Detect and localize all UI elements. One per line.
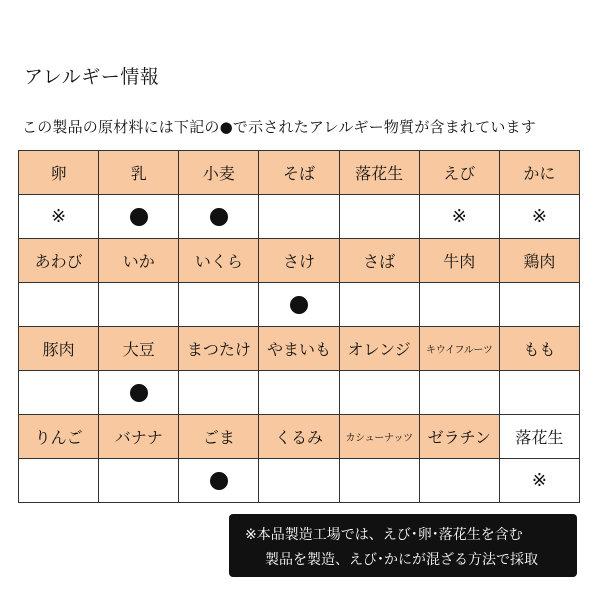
allergen-label-row: [19, 415, 580, 459]
allergen-label: さば: [339, 239, 419, 283]
cross-contact-mark: ※: [531, 206, 547, 227]
allergen-mark-cell: [339, 283, 419, 327]
allergen-mark-cell: [419, 371, 499, 415]
contains-dot-icon: [290, 296, 308, 314]
allergen-mark-row: [19, 371, 580, 415]
allergen-label: 牛肉: [419, 239, 499, 283]
contains-dot-icon: [130, 208, 148, 226]
allergen-label: キウイフルーツ: [419, 327, 499, 371]
allergen-mark-cell: [99, 459, 179, 503]
allergen-label: えび: [419, 151, 499, 195]
allergen-mark-cell: [259, 195, 339, 239]
allergen-label: オレンジ: [339, 327, 419, 371]
allergen-label: ごま: [179, 415, 259, 459]
cross-contact-mark: ※: [531, 470, 547, 491]
allergen-label-row: [19, 327, 580, 371]
allergen-label: 落花生: [339, 151, 419, 195]
allergen-mark-row: [19, 459, 580, 503]
allergen-label: あわび: [19, 239, 99, 283]
allergen-mark-cell: [499, 195, 579, 239]
allergen-mark-cell: [179, 459, 259, 503]
allergen-label: まつたけ: [179, 327, 259, 371]
allergen-label: ゼラチン: [419, 415, 499, 459]
allergen-mark-cell: [499, 459, 579, 503]
allergen-mark-cell: [339, 371, 419, 415]
factory-note: [229, 514, 577, 577]
allergen-label: やまいも: [259, 327, 339, 371]
contains-dot-icon: [130, 384, 148, 402]
allergen-label: もも: [499, 327, 579, 371]
subtitle: この製品の原材料には下記の●で示されたアレルギー物質が含まれています: [22, 118, 536, 136]
allergen-label: 乳: [99, 151, 179, 195]
allergen-mark-cell: [179, 283, 259, 327]
allergen-mark-cell: [259, 371, 339, 415]
allergen-label: 卵: [19, 151, 99, 195]
allergen-mark-cell: [99, 371, 179, 415]
allergen-mark-cell: [19, 371, 99, 415]
allergen-mark-cell: [339, 459, 419, 503]
cross-contact-mark: ※: [51, 206, 67, 227]
allergen-label-row: [19, 151, 580, 195]
allergen-label: かに: [499, 151, 579, 195]
allergen-mark-cell: [259, 283, 339, 327]
allergen-label: りんご: [19, 415, 99, 459]
allergen-label-row: [19, 239, 580, 283]
note-line-2: 製品を製造、えび･かにが混ざる方法で採取: [265, 552, 538, 568]
allergen-label: くるみ: [259, 415, 339, 459]
allergen-label: 落花生: [499, 415, 579, 459]
cross-contact-mark: ※: [451, 206, 467, 227]
allergen-label: 小麦: [179, 151, 259, 195]
allergen-label: いか: [99, 239, 179, 283]
allergen-mark-cell: [179, 371, 259, 415]
allergen-table: [18, 150, 580, 503]
allergen-mark-cell: [499, 283, 579, 327]
contains-dot-icon: [210, 472, 228, 490]
allergen-mark-cell: [419, 195, 499, 239]
allergen-mark-cell: [19, 195, 99, 239]
allergen-mark-cell: [99, 283, 179, 327]
allergen-mark-cell: [179, 195, 259, 239]
allergen-mark-row: [19, 283, 580, 327]
allergen-label: 大豆: [99, 327, 179, 371]
allergen-label: バナナ: [99, 415, 179, 459]
note-line-1: ※本品製造工場では、えび･卵･落花生を含む: [245, 527, 523, 543]
allergen-label: いくら: [179, 239, 259, 283]
allergen-mark-cell: [19, 459, 99, 503]
allergen-mark-row: [19, 195, 580, 239]
allergen-mark-cell: [499, 371, 579, 415]
allergen-mark-cell: [259, 459, 339, 503]
allergen-mark-cell: [419, 283, 499, 327]
allergen-label: カシューナッツ: [339, 415, 419, 459]
allergen-label: 鶏肉: [499, 239, 579, 283]
allergen-mark-cell: [419, 459, 499, 503]
allergen-mark-cell: [339, 195, 419, 239]
allergen-mark-cell: [99, 195, 179, 239]
page-title: アレルギー情報: [24, 66, 160, 88]
allergen-label: 豚肉: [19, 327, 99, 371]
allergen-label: そば: [259, 151, 339, 195]
allergen-label: さけ: [259, 239, 339, 283]
allergen-mark-cell: [19, 283, 99, 327]
contains-dot-icon: [210, 208, 228, 226]
